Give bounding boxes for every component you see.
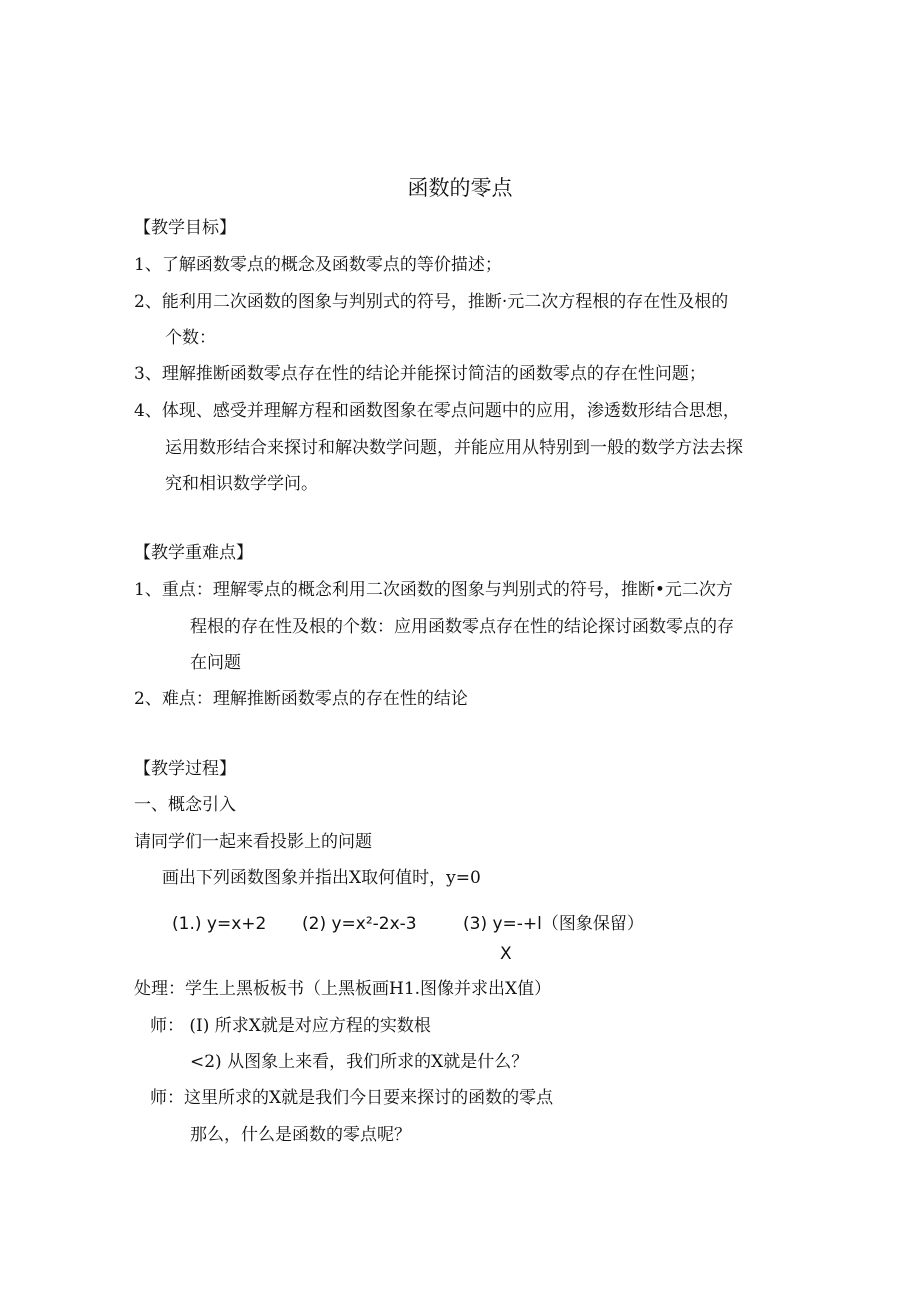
objective-item-4: 4、体现、感受并理解方程和函数图象在零点问题中的应用，渗透数形结合思想， <box>134 401 740 421</box>
objective-item-4-cont-2: 究和相识数学学问。 <box>165 474 318 494</box>
keypoint-item-1: 1、重点：理解零点的概念利用二次函数的图象与判别式的符号，推断•元二次方 <box>134 580 733 600</box>
objective-item-3: 3、理解推断函数零点存在性的结论并能探讨简洁的函数零点的存在性问题； <box>134 364 706 384</box>
dialogue-line-5: 那么，什么是函数的零点呢？ <box>190 1125 411 1145</box>
dialogue-line-4: 师：这里所求的X就是我们今日要来探讨的函数的零点 <box>150 1088 554 1108</box>
objective-item-1: 1、了解函数零点的概念及函数零点的等价描述； <box>134 255 502 275</box>
dialogue-line-2: 师： (I) 所求X就是对应方程的实数根 <box>150 1016 431 1036</box>
keypoint-item-1-cont-2: 在问题 <box>190 653 241 673</box>
objective-item-4-cont-1: 运用数形结合来探讨和解决数学问题，并能应用从特别到一般的数学方法去探 <box>165 438 743 458</box>
dialogue-line-3: <2) 从图象上来看，我们所求的X就是什么？ <box>190 1052 529 1072</box>
process-intro: 请同学们一起来看投影上的问题 <box>134 832 372 852</box>
objectives-heading: 【教学目标】 <box>134 218 236 238</box>
dialogue-line-1: 处理：学生上黑板板书（上黑板画H1.图像并求出X值） <box>134 979 552 999</box>
function-3-denominator: X <box>500 944 512 964</box>
function-2: (2) y=x²-2x-3 <box>302 914 417 934</box>
function-3: (3) y=-+l（图象保留） <box>463 914 644 934</box>
document-title: 函数的零点 <box>407 176 513 200</box>
keypoints-heading: 【教学重难点】 <box>134 543 253 563</box>
process-heading: 【教学过程】 <box>134 759 236 779</box>
process-task: 画出下列函数图象并指出X取何值时，y=0 <box>162 868 481 888</box>
objective-item-2-cont: 个数： <box>165 328 216 348</box>
objective-item-2: 2、能利用二次函数的图象与判别式的符号，推断·元二次方程根的存在性及根的 <box>134 292 729 312</box>
keypoint-item-1-cont-1: 程根的存在性及根的个数：应用函数零点存在性的结论探讨函数零点的存 <box>190 617 734 637</box>
process-subheading: 一、概念引入 <box>134 795 236 815</box>
function-1: (1.) y=x+2 <box>172 914 267 934</box>
keypoint-item-2: 2、难点：理解推断函数零点的存在性的结论 <box>134 689 468 709</box>
